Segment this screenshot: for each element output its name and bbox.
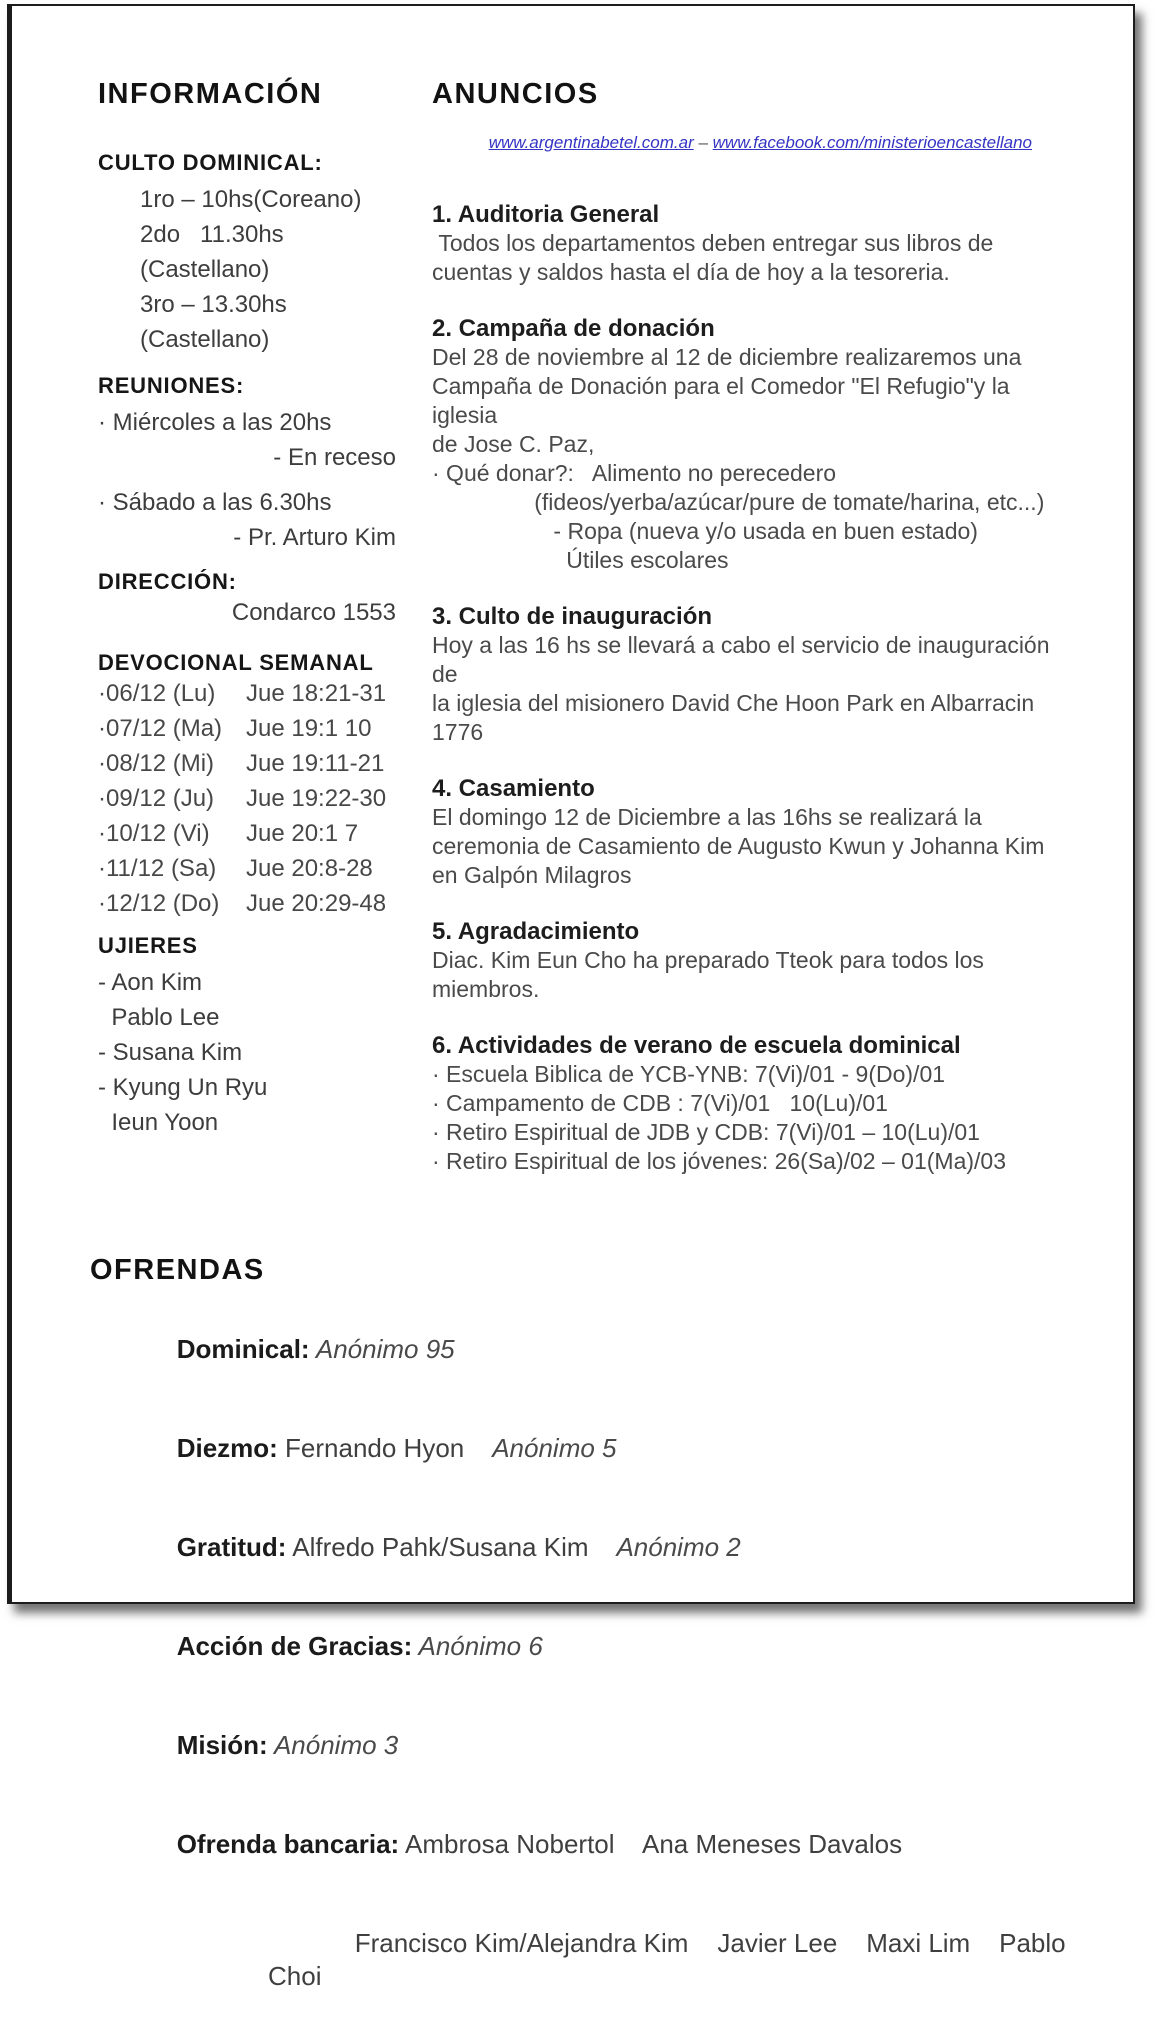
ujier-item: Ieun Yoon [98,1109,219,1136]
devocional-date: ·07/12 (Ma) [98,715,223,742]
announcement-line: Todos los departamentos deben entregar sus libros de [432,230,994,256]
devocional-date: ·12/12 (Do) [98,890,220,917]
devocional-heading: DEVOCIONAL SEMANAL [98,650,374,675]
announcement-actividades-verano [432,1031,1080,1176]
devocional-row [98,886,400,921]
reunion-item: · Sábado a las 6.30hs [98,489,332,516]
announcement-line: · Retiro Espiritual de los jóvenes: 26(Sa)/02 – 01(Ma)/03 [432,1148,1007,1174]
announcement-line: · Escuela Biblica de YCB-YNB: 7(Vi)/01 - 9(Do)/01 [432,1061,946,1087]
reunion-note: - En receso [273,444,396,471]
culto-item: 1ro – 10hs(Coreano) [140,186,362,213]
devocional-date: ·11/12 (Sa) [98,855,217,882]
website-links [432,113,1080,173]
devocional-row [98,676,400,711]
announcement-line: Hoy a las 16 hs se llevará a cabo el servicio de inauguración de [432,632,1056,687]
announcement-line: Campaña de Donación para el Comedor "El Refugio"y la iglesia [432,373,1016,428]
ujier-item: Pablo Lee [98,1004,220,1031]
devocional-passage: Jue 20:29-48 [246,890,387,917]
info-title: INFORMACIÓN [98,78,323,110]
announcement-line: (fideos/yerba/azúcar/pure de tomate/harina, etc...) [432,489,1045,515]
devocional-row [98,711,400,746]
devocional-date: ·08/12 (Mi) [98,750,215,777]
devocional-row [98,816,400,851]
devocional-date: ·06/12 (Lu) [98,680,216,707]
devocional-passage: Jue 20:1 7 [246,820,359,847]
ujier-item: - Susana Kim [98,1039,243,1066]
announcement-heading: 5. Agradacimiento [432,918,640,945]
devocional-passage: Jue 19:22-30 [246,785,387,812]
ofrenda-row-bancaria-continuation [90,1894,1107,2026]
ujieres-heading: UJIERES [98,933,198,958]
facebook-link[interactable]: www.facebook.com/ministerioencastellano [712,133,1033,152]
ofrenda-names: Francisco Kim/Alejandra Kim Javier Lee Maxi Lim Pablo Choi [268,1928,1073,1991]
announcement-line: ceremonia de Casamiento de Augusto Kwun y Johanna Kim [432,833,1045,859]
ofrenda-names: Alfredo Pahk/Susana Kim [286,1532,589,1562]
link-separator: – [693,133,713,152]
announcement-line: Diac. Kim Eun Cho ha preparado Tteok para todos los [432,947,984,973]
devocional-date: ·09/12 (Ju) [98,785,215,812]
ofrenda-names: Ambrosa Nobertol Ana Meneses Davalos [399,1829,903,1859]
ofrendas-title: OFRENDAS [90,1254,265,1286]
announcement-line: Del 28 de noviembre al 12 de diciembre realizaremos una [432,344,1022,370]
announcement-campana-donacion [432,314,1080,575]
announcement-heading: 2. Campaña de donación [432,315,715,342]
announcement-line: Útiles escolares [432,547,729,573]
announcement-heading: 1. Auditoria General [432,201,660,228]
announcement-line: 1776 [432,719,484,745]
devocional-row [98,851,400,886]
announcement-agradacimiento [432,917,1080,1004]
ofrenda-label: Ofrenda bancaria: [176,1829,400,1859]
announcement-line: de Jose C. Paz, [432,431,595,457]
ofrenda-anonimo: Anónimo 2 [588,1532,741,1562]
betel-website-link[interactable]: www.argentinabetel.com.ar [488,133,694,152]
devocional-passage: Jue 19:1 10 [246,715,372,742]
culto-item: 3ro – 13.30hs (Castellano) [140,291,294,353]
announcement-line: · Campamento de CDB : 7(Vi)/01 10(Lu)/01 [432,1090,888,1116]
announcement-line: · Qué donar?: Alimento no perecedero [432,460,837,486]
announcement-line: El domingo 12 de Diciembre a las 16hs se realizará la [432,804,982,830]
announcement-culto-inauguracion [432,602,1080,747]
ujier-item: - Aon Kim [98,969,203,996]
culto-dominical-heading: CULTO DOMINICAL: [98,150,323,175]
ofrenda-anonimo: Anónimo 6 [412,1631,543,1661]
ofrenda-anonimo: Anónimo 95 [309,1334,455,1364]
ujier-item: - Kyung Un Ryu [98,1074,268,1101]
announcement-line: miembros. [432,976,540,1002]
announcement-heading: 6. Actividades de verano de escuela dominical [432,1032,961,1059]
ofrenda-label: Misión: [176,1730,268,1760]
culto-item: 2do 11.30hs (Castellano) [140,221,291,283]
devocional-passage: Jue 19:11-21 [246,750,385,777]
reunion-item: · Miércoles a las 20hs [98,409,332,436]
ofrendas-section [90,1254,1107,2026]
scanned-sheet [7,4,1135,1991]
announcement-line: la iglesia del misionero David Che Hoon Park en Albarracin [432,690,1035,716]
announcement-heading: 3. Culto de inauguración [432,603,713,630]
announcement-auditoria [432,200,1080,287]
announcement-heading: 4. Casamiento [432,775,595,802]
reunion-note: - Pr. Arturo Kim [233,524,396,551]
ofrenda-row-mision [90,1696,1107,1795]
ofrenda-anonimo: Anónimo 5 [464,1433,617,1463]
ofrenda-anonimo: Anónimo 3 [267,1730,399,1760]
direccion-address: Condarco 1553 [231,599,396,626]
ofrenda-names: Fernando Hyon [277,1433,465,1463]
anuncios-title: ANUNCIOS [432,78,599,110]
ofrenda-row-accion-gracias [90,1597,1107,1696]
anuncios-column [432,78,1080,1176]
ofrenda-row-dominical [90,1300,1107,1399]
two-column-layout [98,78,1107,1176]
sheet-content [12,6,1133,2026]
ofrenda-label: Dominical: [176,1334,310,1364]
ofrendas-rows [90,1300,1107,2026]
devocional-date: ·10/12 (Vi) [98,820,210,847]
devocional-passage: Jue 20:8-28 [246,855,373,882]
announcement-line: en Galpón Milagros [432,862,632,888]
announcement-line: · Retiro Espiritual de JDB y CDB: 7(Vi)/01 – 10(Lu)/01 [432,1119,980,1145]
announcement-line: cuentas y saldos hasta el día de hoy a la tesoreria. [432,259,950,285]
info-column [98,78,400,1176]
devocional-row [98,781,400,816]
announcement-casamiento [432,774,1080,890]
ofrenda-row-diezmo [90,1399,1107,1498]
ofrenda-label: Acción de Gracias: [176,1631,413,1661]
reuniones-heading: REUNIONES: [98,373,245,398]
ofrenda-label: Gratitud: [176,1532,287,1562]
ofrenda-label: Diezmo: [176,1433,278,1463]
ofrenda-row-bancaria [90,1795,1107,1894]
announcement-line: - Ropa (nueva y/o usada en buen estado) [432,518,978,544]
ofrenda-row-gratitud [90,1498,1107,1597]
devocional-row [98,746,400,781]
direccion-heading: DIRECCIÓN: [98,569,237,594]
devocional-passage: Jue 18:21-31 [246,680,387,707]
